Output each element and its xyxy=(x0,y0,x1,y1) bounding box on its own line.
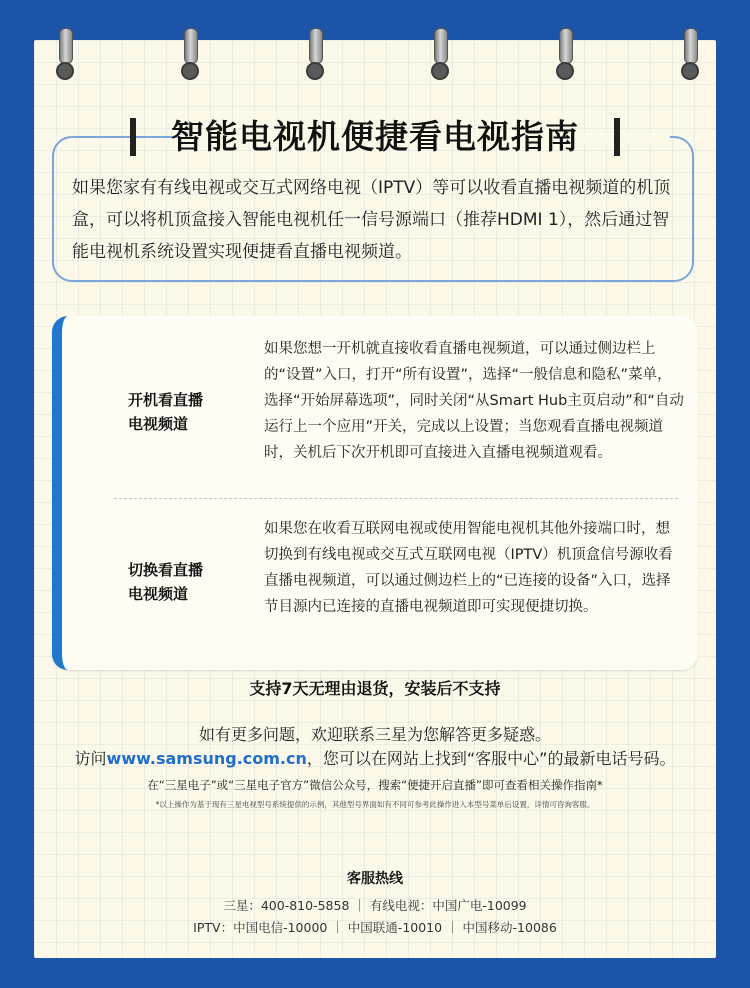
spiral-ring-icon xyxy=(556,28,574,80)
samsung-website-link[interactable]: www.samsung.com.cn xyxy=(106,749,307,768)
row-label-power-on: 开机看直播 电视频道 xyxy=(128,391,204,433)
disclaimer: *以上操作为基于现有三星电视型号系统提供的示例，其他型号界面如有不同可参考此操作进入本型号菜单后设置，详情可咨询客服。 xyxy=(155,800,595,809)
wechat-note: 在“三星电子”或“三星电子官方”微信公众号，搜索“便捷开启直播”即可查看相关操作指南* xyxy=(147,778,603,792)
spiral-ring-icon xyxy=(181,28,199,80)
row-text-switch: 如果您在收看互联网电视或使用智能电视机其他外接端口时，想切换到有线电视或交互式互联网电视（IPTV）机顶盒信号源收看直播电视频道，可以通过侧边栏上的“已连接的设备”入口，选择节目源内已连接的直播电视频道即可实现便捷切换。 xyxy=(264,521,673,615)
card-divider xyxy=(114,498,678,499)
spiral-ring-icon xyxy=(681,28,699,80)
return-policy: 支持7天无理由退货，安装后不支持 xyxy=(249,679,501,698)
spiral-ring-icon xyxy=(431,28,449,80)
title-block xyxy=(130,112,620,162)
title-bar-right xyxy=(614,118,620,156)
help-line-1: 如有更多问题，欢迎联系三星为您解答更多疑惑。 xyxy=(198,725,551,744)
row-label-switch: 切换看直播 电视频道 xyxy=(128,561,204,603)
spiral-ring-icon xyxy=(56,28,74,80)
title-bar-left xyxy=(130,118,136,156)
guide-card xyxy=(52,316,698,670)
hotline-line-1: 三星：400-810-5858 ｜ 有线电视：中国广电-10099 xyxy=(223,898,527,913)
spiral-ring-icon xyxy=(306,28,324,80)
hotline-line-2: IPTV：中国电信-10000 ｜ 中国联通-10010 ｜ 中国移动-10086 xyxy=(193,920,557,935)
page-title: 智能电视机便捷看电视指南 xyxy=(171,117,579,156)
intro-text: 如果您家有有线电视或交互式网络电视（IPTV）等可以收看直播电视频道的机顶盒，可以将机顶盒接入智能电视机任一信号源端口（推荐HDMI 1），然后通过智能电视机系统设置实现便捷看直播电视频道。 xyxy=(72,178,671,262)
help-line-2: 访问www.samsung.com.cn，您可以在网站上找到“客服中心”的最新电话号码。 xyxy=(74,749,676,768)
row-text-power-on: 如果您想一开机就直接收看直播电视频道，可以通过侧边栏上的“设置”入口，打开“所有设置”，选择“一般信息和隐私”菜单，选择“开始屏幕选项”，同时关闭“从Smart Hub主页启动”和“自动运行上一个应用”开关，完成以上设置；当您观看直播电视频道时，关机后下次开机即可直接进入直播电视频道观看。 xyxy=(264,341,684,461)
hotline-title: 客服热线 xyxy=(347,871,403,887)
